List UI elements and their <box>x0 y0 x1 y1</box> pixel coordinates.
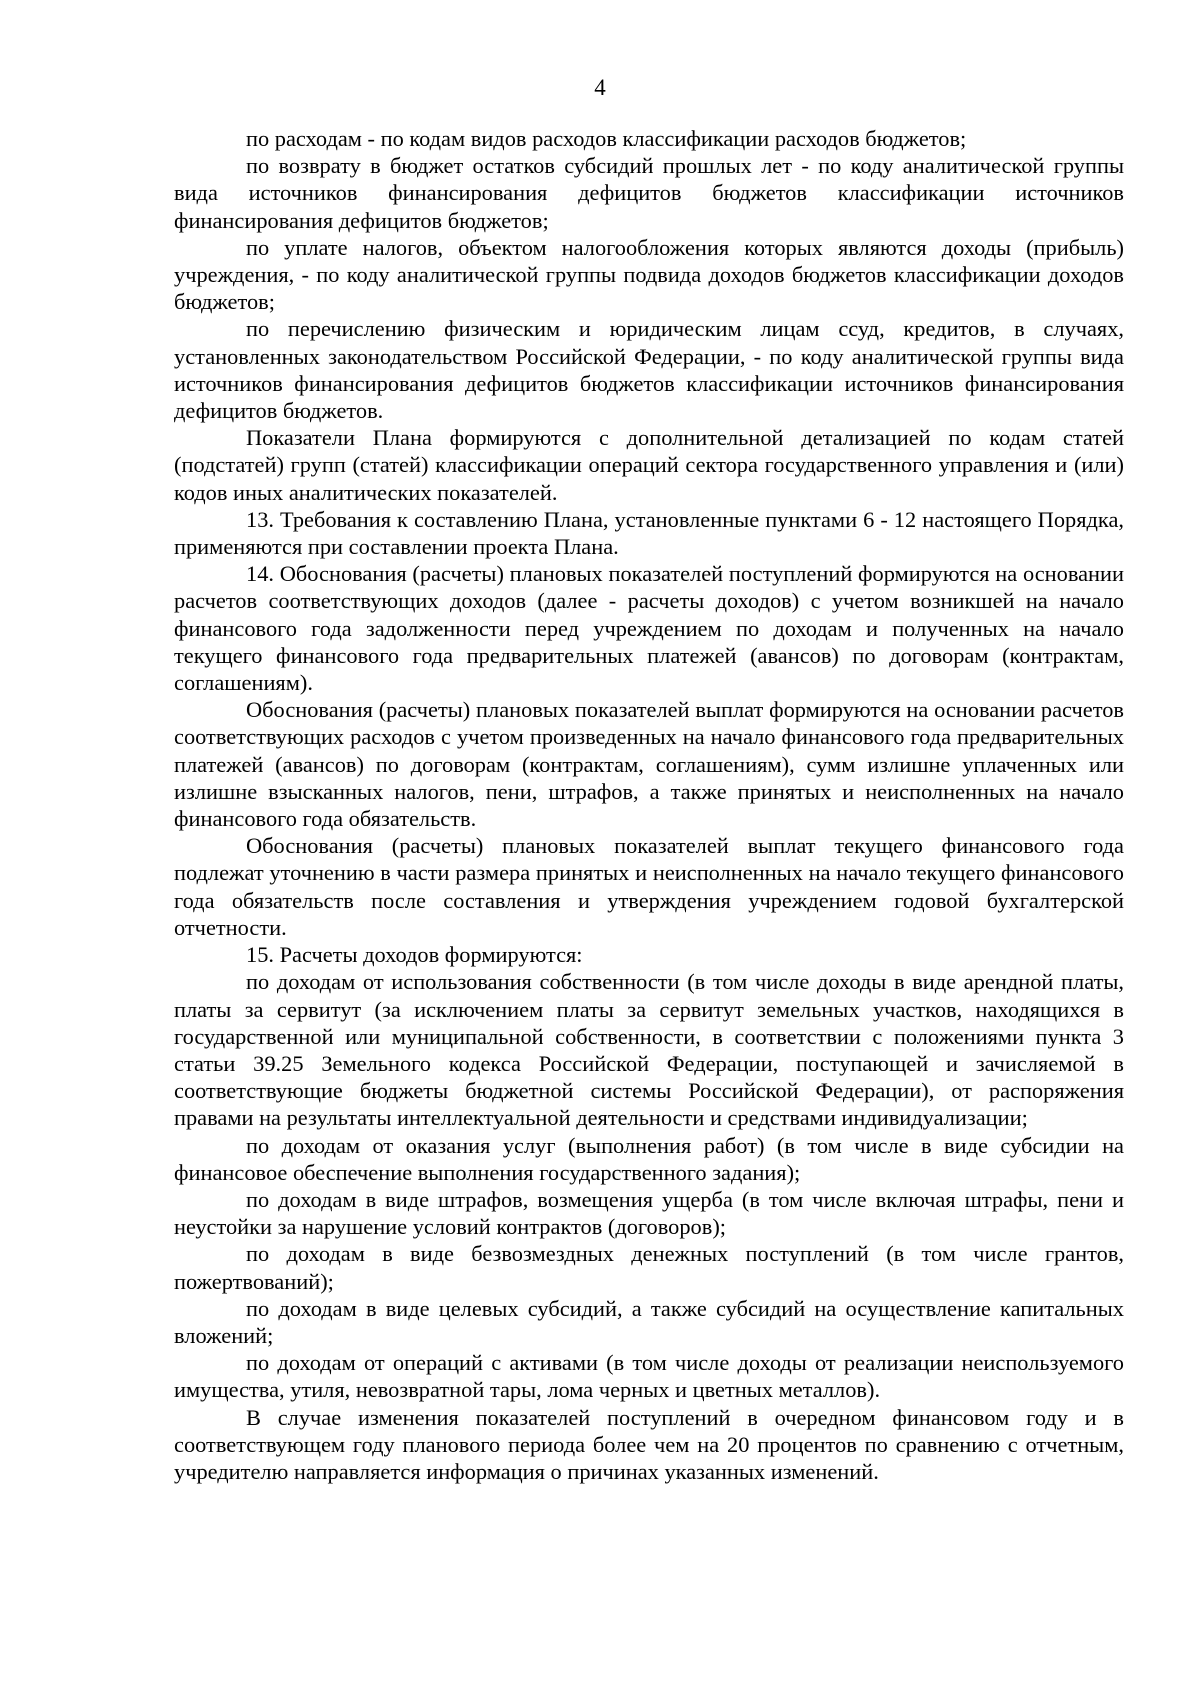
paragraph-clause-15: 15. Расчеты доходов формируются: <box>246 942 583 968</box>
paragraph-subsidy-return: по возврату в бюджет остатков субсидий прошлых лет - по коду аналитической группы вида источников финансирования дефицитов бюджетов классификации источников финансирования дефицитов бюджетов; <box>174 153 1124 233</box>
paragraph-plan-indicators: Показатели Плана формируются с дополнительной детализацией по кодам статей (подстатей) групп (статей) классификации операций сектора государственного управления и (или) кодов иных аналитических показателей. <box>174 425 1124 505</box>
paragraph-clause-14: 14. Обоснования (расчеты) плановых показателей поступлений формируются на основании расчетов соответствующих доходов (далее - расчеты доходов) с учетом возникшей на начало финансового года задолженности перед учреждением по доходам и полученных на начало текущего финансового года предварительных платежей (авансов) по договорам (контрактам, соглашениям). <box>174 561 1124 696</box>
paragraph-services-income: по доходам от оказания услуг (выполнения работ) (в том числе в виде субсидии на финансовое обеспечение выполнения государственного задания); <box>174 1132 1124 1185</box>
paragraph-asset-operations: по доходам от операций с активами (в том числе доходы от реализации неиспользуемого имущества, утиля, невозвратной тары, лома черных и цветных металлов). <box>174 1350 1124 1403</box>
paragraph-target-subsidies: по доходам в виде целевых субсидий, а также субсидий на осуществление капитальных вложений; <box>174 1295 1124 1348</box>
paragraph-expenses: по расходам - по кодам видов расходов классификации расходов бюджетов; <box>246 126 967 151</box>
paragraph-fines-income: по доходам в виде штрафов, возмещения ущерба (в том числе включая штрафы, пени и неустойки за нарушение условий контрактов (договоров); <box>174 1186 1124 1240</box>
page-number: 4 <box>594 75 606 100</box>
paragraph-property-income: по доходам от использования собственности (в том числе доходы в виде арендной платы, платы за сервитут (за исключением платы за сервитут земельных участков, находящихся в государственной или муниципальной собственности, в соответствии с положениями пункта 3 статьи 39.25 Земельного кодекса Российской Федерации, поступающей и зачисляемой в соответствующие бюджеты бюджетной системы Российской Федерации), от распоряжения правами на результаты интеллектуальной деятельности и средствами индивидуализации; <box>174 969 1124 1131</box>
paragraph-change-notification: В случае изменения показателей поступлений в очередном финансовом году и в соответствующем году планового периода более чем на 20 процентов по сравнению с отчетным, учредителю направляется информация о причинах указанных изменений. <box>174 1404 1124 1484</box>
paragraph-loans-transfer: по перечислению физическим и юридическим лицам ссуд, кредитов, в случаях, установленных законодательством Российской Федерации, - по коду аналитической группы вида источников финансирования дефицитов бюджетов классификации источников финансирования дефицитов бюджетов. <box>174 316 1124 424</box>
paragraph-payments-refinement: Обоснования (расчеты) плановых показателей выплат текущего финансового года подлежат уточнению в части размера принятых и неисполненных на начало текущего финансового года обязательств после составления и утверждения учреждением годовой бухгалтерской отчетности. <box>174 833 1124 940</box>
paragraph-payments-justification: Обоснования (расчеты) плановых показателей выплат формируются на основании расчетов соответствующих расходов с учетом произведенных на начало финансового года предварительных платежей (авансов) по договорам (контрактам, соглашениям), сумм излишне уплаченных или излишне взысканных налогов, пени, штрафов, а также принятых и неисполненных на начало финансового года обязательств. <box>174 697 1124 832</box>
document-body <box>174 125 1124 1485</box>
paragraph-tax-payment: по уплате налогов, объектом налогообложения которых являются доходы (прибыль) учреждения, - по коду аналитической группы подвида доходов бюджетов классификации доходов бюджетов; <box>174 234 1124 315</box>
paragraph-clause-13: 13. Требования к составлению Плана, установленные пунктами 6 - 12 настоящего Порядка, применяются при составлении проекта Плана. <box>174 506 1124 560</box>
paragraph-grants-income: по доходам в виде безвозмездных денежных поступлений (в том числе грантов, пожертвований); <box>174 1241 1124 1294</box>
